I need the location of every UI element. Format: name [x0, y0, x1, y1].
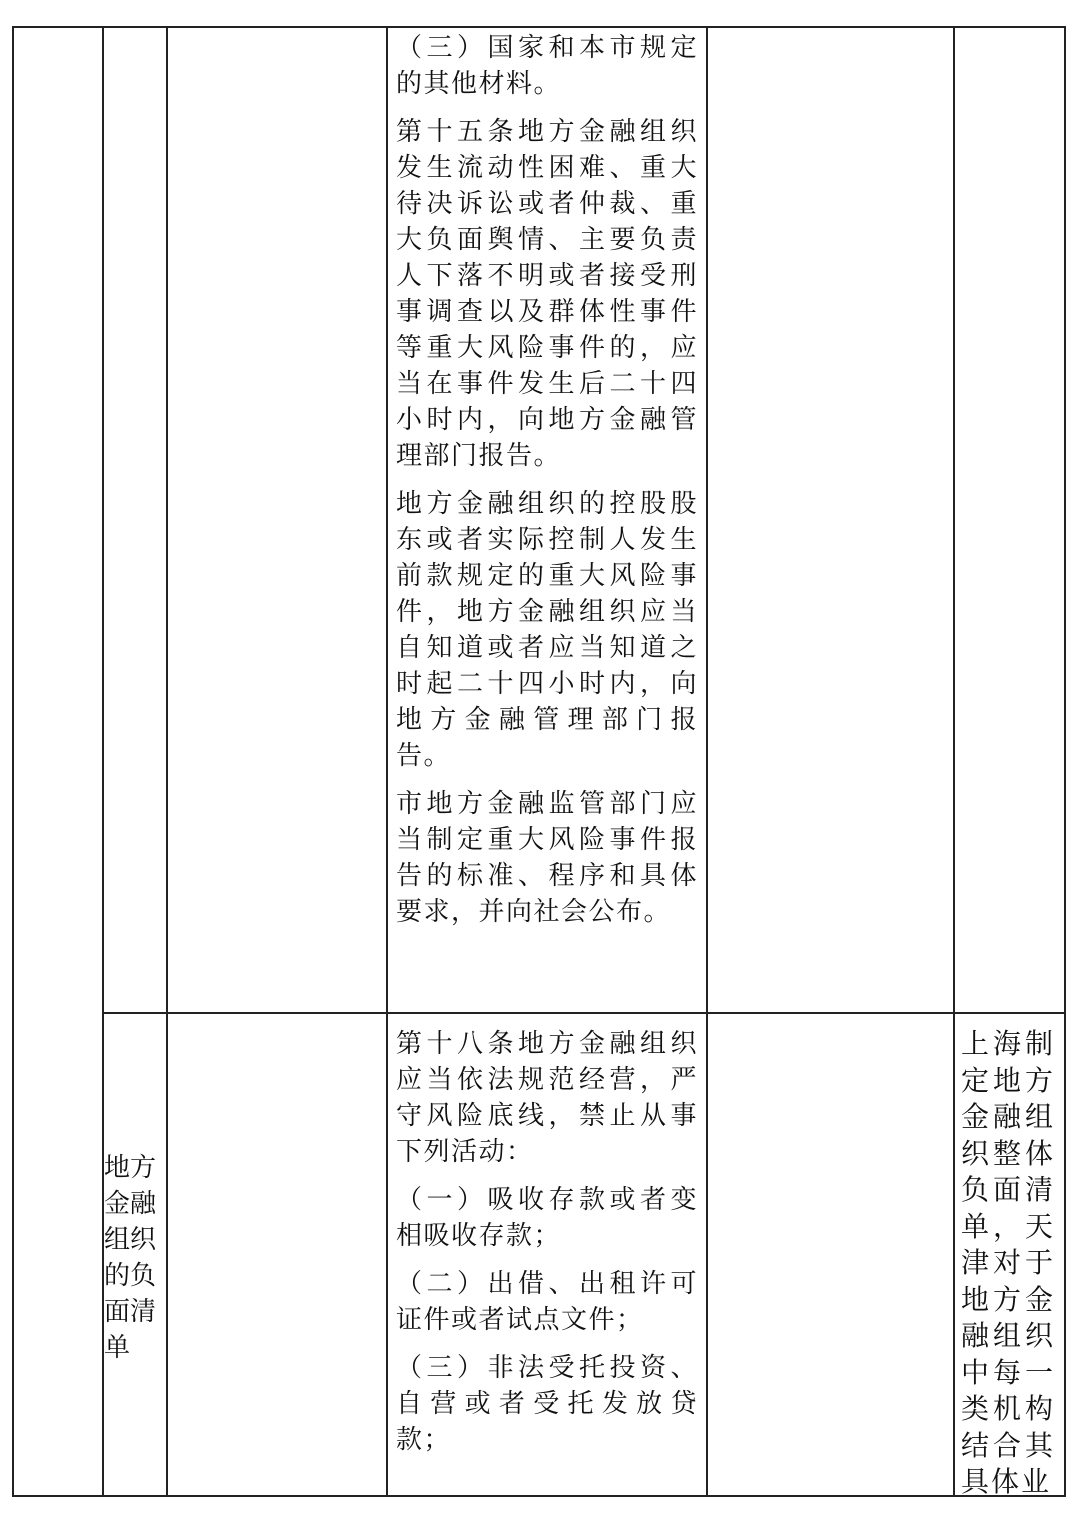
row2-paragraph-4: （三）非法受托投资、自营或者受托发放贷款； — [396, 1353, 698, 1455]
row2-paragraph-1: 第十八条地方金融组织应当依法规范经营，严守风险底线，禁止从事下列活动： — [396, 1029, 698, 1167]
row1-provisions-cell — [388, 30, 706, 942]
category-label: 地方金融组织的负面清单 — [104, 1153, 157, 1363]
row1-paragraph-3: 地方金融组织的控股股东或者实际控制人发生前款规定的重大风险事件，地方金融组织应当自知道或者应当知道之时起二十四小时内，向地方金融管理部门报告。 — [396, 489, 698, 771]
row2-category-cell — [104, 1150, 166, 1366]
table-border-right — [1064, 26, 1066, 1497]
row1-paragraph-2: 第十五条地方金融组织发生流动性困难、重大待决诉讼或者仲裁、重大负面舆情、主要负责人下落不明或者接受刑事调查以及群体性事件等重大风险事件的，应当在事件发生后二十四小时内，向地方金融管理部门报告。 — [396, 117, 698, 471]
comparison-note: 上海制定地方金融组织整体负面清单，天津对于地方金融组织中每一类机构结合其具体业 — [961, 1027, 1055, 1498]
row2-paragraph-3: （二）出借、出租许可证件或者试点文件； — [396, 1269, 698, 1335]
row-divider — [102, 1012, 1066, 1014]
row1-paragraph-1: （三）国家和本市规定的其他材料。 — [396, 33, 698, 99]
column-divider-4 — [706, 26, 708, 1497]
row2-provisions-cell — [388, 1026, 706, 1470]
row1-paragraph-4: 市地方金融监管部门应当制定重大风险事件报告的标准、程序和具体要求，并向社会公布。 — [396, 789, 698, 927]
table-border-bottom — [12, 1495, 1066, 1497]
table-border-top — [12, 26, 1066, 28]
column-divider-2 — [166, 26, 168, 1497]
row2-paragraph-2: （一）吸收存款或者变相吸收存款； — [396, 1185, 698, 1251]
table-border-left — [12, 26, 14, 1497]
row2-note-cell — [955, 1026, 1061, 1501]
